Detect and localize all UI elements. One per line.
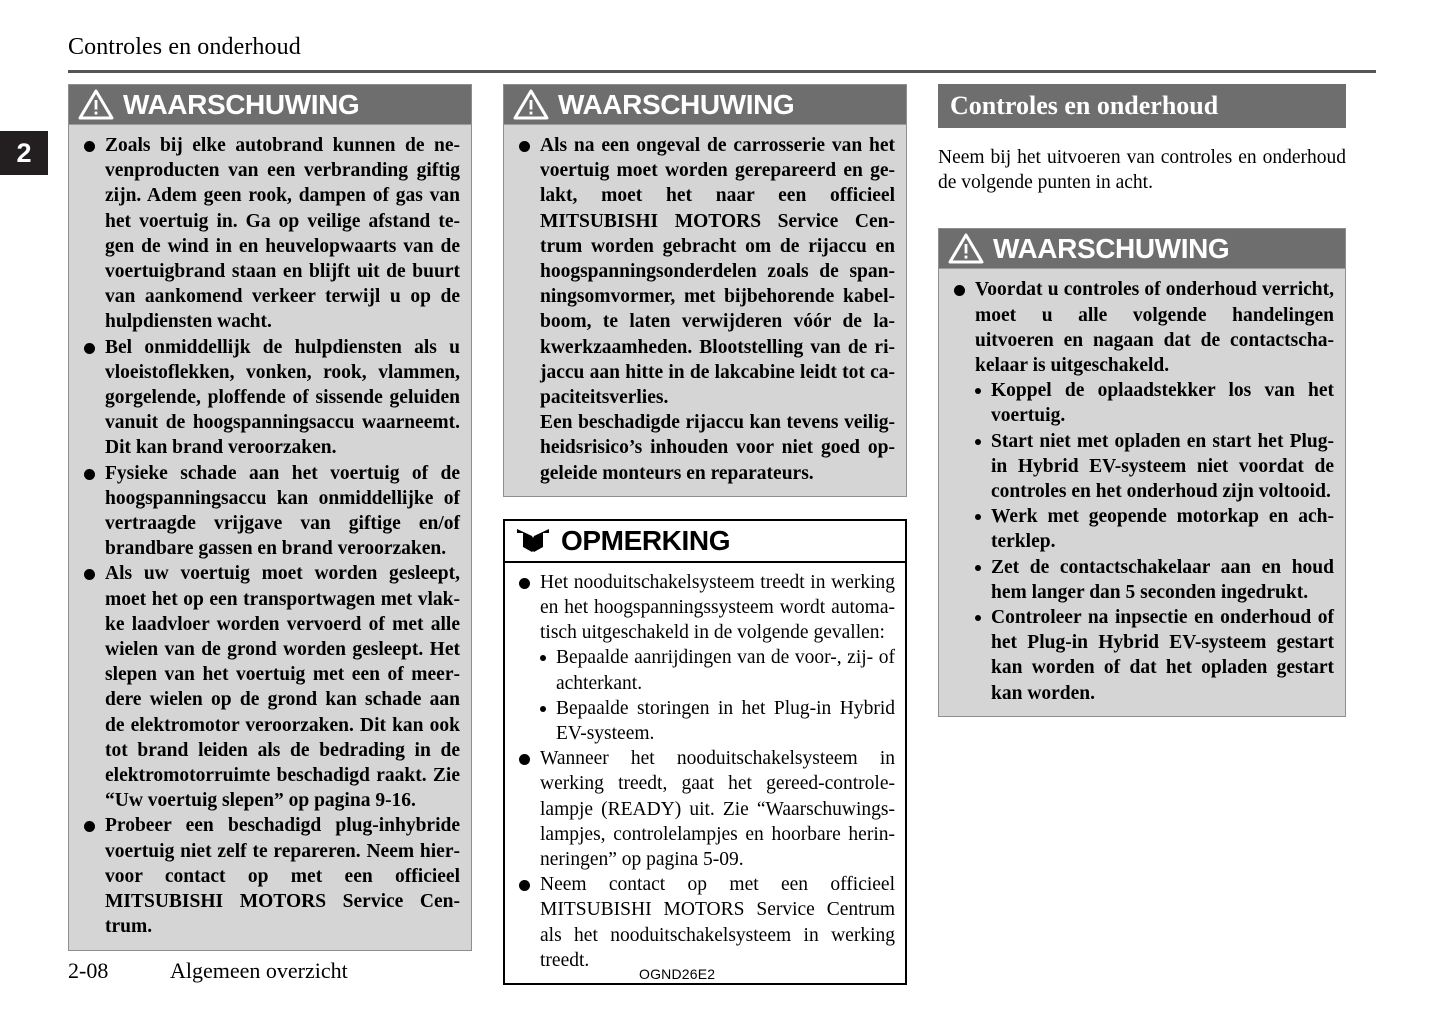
- section-heading: Controles en onderhoud: [938, 84, 1346, 128]
- list-item: Bepaalde aanrijdingen van de voor-, zij- of achterkant.: [536, 645, 895, 695]
- warning-box-2-trailing-paragraph: Een beschadigde rijaccu kan tevens veiligheidsrisico’s inhouden voor niet goed opgeleide monteurs en reparateurs.: [540, 412, 895, 484]
- warning-box-2: [503, 84, 907, 497]
- list-item: Start niet met opladen en start het Plug-in Hybrid EV-systeem niet voordat de controles en het onderhoud zijn voltooid.: [971, 429, 1334, 505]
- warning-box-1-header: [69, 85, 471, 125]
- list-item: Voordat u controles of onderhoud verricht, moet u alle volgende handelingen uitvoeren en nagaan dat de contactschakelaar is uitgeschakeld.: [950, 277, 1334, 378]
- warning-box-1-body: [69, 125, 471, 950]
- list-item: Als na een ongeval de carrosserie van het voertuig moet worden gerepareerd en gelakt, moet het naar een officieel MITSUBISHI MOTORS Service Centrum worden gebracht om de rijaccu en hoogspanningsonderdelen zoals de spanningsomvormer, met bijbehorende kabelboom, te laten verwijderen vóór de lakwerkzaamheden. Blootstelling van de rijaccu aan hitte in de lakcabine leidt tot capaciteitsverlies.: [515, 133, 895, 410]
- footer-section-title: Algemeen overzicht: [170, 958, 348, 983]
- list-item: Neem contact op met een officieel MITSUBISHI MOTORS Service Centrum als het nooduitschakelsysteem in werking treedt.: [515, 872, 895, 973]
- list-item: Zoals bij elke autobrand kunnen de nevenproducten van een verbranding giftig zijn. Adem geen rook, dampen of gas van het voertuig in. Ga op veilige afstand tegen de wind in en heuvelopwaarts van de voertuigbrand staan en blijft uit de buurt van aankomend verkeer terwijl u op de hulpdiensten wacht.: [80, 133, 460, 335]
- warning-box-3-sublist: [950, 378, 1334, 706]
- list-item: Het nooduitschakelsysteem treedt in werking en het hoogspanningssysteem wordt automatisch uitgeschakeld in de volgende gevallen:: [515, 570, 895, 646]
- note-box-title: OPMERKING: [561, 524, 731, 556]
- warning-box-3: [938, 228, 1346, 716]
- warning-box-3-header: [939, 229, 1345, 269]
- chapter-tab-number: 2: [16, 137, 32, 168]
- warning-box-1-list: [80, 133, 460, 940]
- warning-box-2-list: [515, 133, 895, 486]
- warning-box-3-list: [950, 277, 1334, 378]
- warning-triangle-icon: [78, 89, 114, 120]
- page-running-head: Controles en onderhoud: [68, 34, 301, 60]
- column-1: [68, 84, 472, 951]
- list-item: Zet de contactschakelaar aan en houd hem langer dan 5 seconden ingedrukt.: [971, 555, 1334, 605]
- header-rule: [68, 70, 1376, 73]
- warning-box-2-title: WAARSCHUWING: [558, 88, 795, 120]
- list-item: Controleer na inpsectie en onderhoud of het Plug-in Hybrid EV-systeem gestart kan worden of dat het opladen gestart kan worden.: [971, 605, 1334, 706]
- note-box-sublist-0: [515, 645, 895, 746]
- list-item: Wanneer het nooduitschakelsysteem in werking treedt, gaat het gereed-controlelampje (READY) uit. Zie “Waarschuwingslampjes, controlelampjes en hoorbare herinneringen” op pagina 5-09.: [515, 746, 895, 872]
- warning-box-1-title: WAARSCHUWING: [123, 88, 360, 120]
- warning-box-3-title: WAARSCHUWING: [993, 232, 1230, 264]
- list-item: Probeer een beschadigd plug-inhybride voertuig niet zelf te repareren. Neem hiervoor contact op met een officieel MITSUBISHI MOTORS Service Centrum.: [80, 813, 460, 939]
- warning-box-2-header: [504, 85, 906, 125]
- list-item: Als uw voertuig moet worden gesleept, moet het op een transportwagen met vlakke laadvloer worden vervoerd of met alle wielen van de grond worden gesleept. Het slepen van het voertuig met een of meerdere wielen op de grond kan schade aan de elektromotor veroorzaken. Dit kan ook tot brand leiden als de bedrading in de elektromotorruimte beschadigd raakt. Zie “Uw voertuig slepen” op pagina 9-16.: [80, 561, 460, 813]
- open-book-icon: [515, 527, 551, 555]
- note-box: [503, 519, 907, 985]
- list-item: Bepaalde storingen in het Plug-in Hybrid EV-systeem.: [536, 696, 895, 746]
- warning-box-2-body: [504, 125, 906, 496]
- note-box-header: [505, 521, 905, 563]
- note-box-list: [515, 570, 895, 646]
- footer-document-code: OGND26E2: [639, 966, 716, 982]
- list-item: Werk met geopende motorkap en achterklep.: [971, 504, 1334, 554]
- warning-triangle-icon: [513, 89, 549, 120]
- column-2: [503, 84, 907, 985]
- warning-triangle-icon: [948, 233, 984, 264]
- chapter-tab: [0, 131, 48, 175]
- footer-page-number: 2-08: [68, 958, 109, 983]
- section-intro-paragraph: Neem bij het uitvoeren van controles en onderhoud de volgende punten in acht.: [938, 147, 1346, 194]
- list-item: Bel onmiddellijk de hulpdiensten als u vloeistoflekken, vonken, rook, vlammen, gorgelende, ploffende of sissende geluiden vanuit de hoogspanningsaccu waarneemt. Dit kan brand veroorzaken.: [80, 335, 460, 461]
- list-item: Koppel de oplaadstekker los van het voertuig.: [971, 378, 1334, 428]
- note-box-body: [505, 563, 905, 983]
- list-item: Fysieke schade aan het voertuig of de hoogspanningsaccu kan onmiddellijke of vertraagde vrijgave van giftige en/of brandbare gassen en brand veroorzaken.: [80, 461, 460, 562]
- warning-box-3-body: [939, 269, 1345, 715]
- warning-box-1: [68, 84, 472, 951]
- note-box-list-rest: [515, 746, 895, 973]
- column-3: [938, 84, 1346, 717]
